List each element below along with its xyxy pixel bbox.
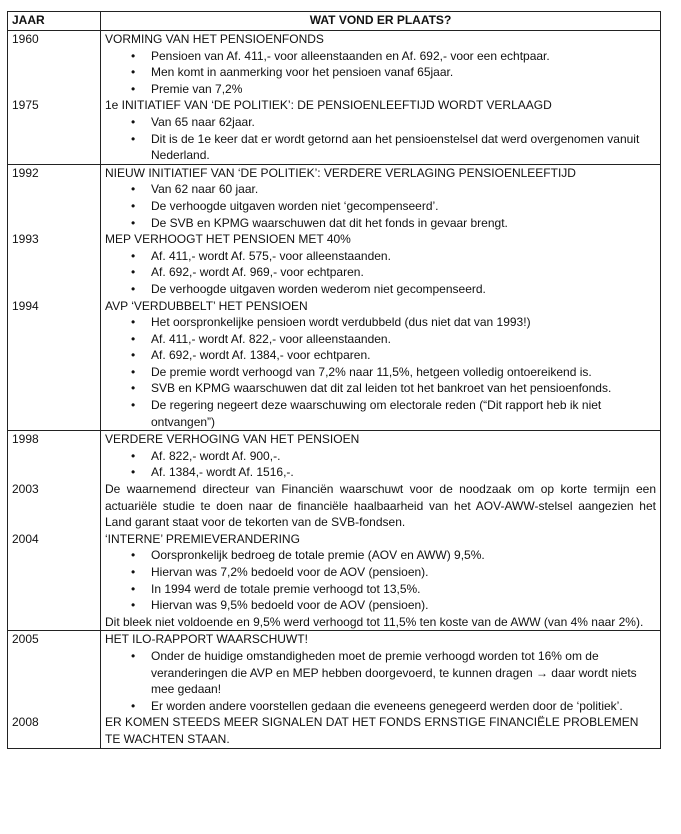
year-label: 2008 (12, 715, 39, 730)
year-cell (8, 164, 101, 431)
bullet-item: • Dit is de 1e keer dat er wordt getornd aan het pensioenstelsel dat werd overgenomen vanuit Nederland. (151, 131, 656, 164)
year-label: 1960 (12, 32, 39, 46)
timeline-document (7, 11, 661, 749)
bullet-list (105, 248, 656, 298)
entry-note: Dit bleek niet voldoende en 9,5% werd verhoogd tot 11,5% ten koste van de AWW (van 4% naar 2%). (105, 614, 644, 629)
bullet-item: • Oorspronkelijk bedroeg de totale premie (AOV en AWW) 9,5%. (151, 547, 656, 564)
bullet-item: • Af. 411,- wordt Af. 822,- voor alleenstaanden. (151, 331, 656, 348)
bullet-item: • Af. 411,- wordt Af. 575,- voor alleenstaanden. (151, 248, 656, 265)
entry-title: ER KOMEN STEEDS MEER SIGNALEN DAT HET FONDS ERNSTIGE FINANCIËLE PROBLEMEN TE WACHTEN STAAN. (105, 715, 639, 746)
year-cell (8, 31, 101, 165)
timeline-entry (105, 631, 656, 714)
bullet-item: • Hiervan was 9,5% bedoeld voor de AOV (pensioen). (151, 597, 656, 614)
bullet-item: • Het oorspronkelijke pensioen wordt verdubbeld (dus niet dat van 1993!) (151, 314, 656, 331)
year-label: 2005 (12, 632, 39, 647)
entry-title: MEP VERHOOGT HET PENSIOEN MET 40% (105, 232, 351, 247)
entry-title: HET ILO-RAPPORT WAARSCHUWT! (105, 632, 308, 647)
bullet-list (105, 48, 656, 98)
year-label: 2004 (12, 531, 39, 546)
bullet-item: • Hiervan was 7,2% bedoeld voor de AOV (pensioen). (151, 564, 656, 581)
timeline-entry (105, 298, 656, 431)
bullet-item: • Onder de huidige omstandigheden moet de premie verhoogd worden tot 16% om de veranderingen die AVP en MEP hebben doorgevoerd, te kunnen dragen → daar wordt niets mee gedaan! (151, 648, 656, 698)
event-cell (101, 431, 661, 631)
header-year: JAAR (8, 12, 101, 31)
year-label: 1993 (12, 232, 39, 247)
bullet-list (105, 181, 656, 231)
bullet-item: • De SVB en KPMG waarschuwen dat dit het fonds in gevaar brengt. (151, 215, 656, 232)
entry-title: ‘INTERNE’ PREMIEVERANDERING (105, 531, 300, 546)
year-label: 1994 (12, 298, 39, 313)
event-cell (101, 164, 661, 431)
timeline-entry (105, 431, 656, 481)
timeline-group (8, 431, 661, 631)
bullet-item: • Van 65 naar 62jaar. (151, 114, 656, 131)
bullet-item: • Premie van 7,2% (151, 81, 656, 98)
bullet-list (105, 114, 656, 164)
bullet-item: • Af. 692,- wordt Af. 969,- voor echtparen. (151, 264, 656, 281)
bullet-item: • SVB en KPMG waarschuwen dat dit zal leiden tot het bankroet van het pensioenfonds. (151, 380, 656, 397)
event-cell (101, 31, 661, 165)
entry-title: NIEUW INITIATIEF VAN ‘DE POLITIEK’: VERDERE VERLAGING PENSIOENLEEFTIJD (105, 165, 576, 180)
bullet-item: • De regering negeert deze waarschuwing om electorale reden (“Dit rapport heb ik niet ontvangen”) (151, 397, 656, 430)
year-cell (8, 431, 101, 631)
bullet-list (105, 448, 656, 481)
year-label: 1975 (12, 98, 39, 113)
timeline-group (8, 631, 661, 748)
bullet-list (105, 314, 656, 430)
entry-title: VORMING VAN HET PENSIOENFONDS (105, 32, 324, 46)
bullet-item: • Van 62 naar 60 jaar. (151, 181, 656, 198)
entry-title: AVP ‘VERDUBBELT’ HET PENSIOEN (105, 298, 308, 313)
bullet-item: • Af. 692,- wordt Af. 1384,- voor echtparen. (151, 347, 656, 364)
timeline-group (8, 31, 661, 165)
entry-title: 1e INITIATIEF VAN ‘DE POLITIEK’: DE PENSIOENLEEFTIJD WORDT VERLAAGD (105, 98, 552, 113)
timeline-group (8, 164, 661, 431)
timeline-entry (105, 165, 656, 231)
bullet-list (105, 648, 656, 714)
year-cell (8, 631, 101, 748)
year-label: 1998 (12, 432, 39, 447)
bullet-item: • Af. 822,- wordt Af. 900,-. (151, 448, 656, 465)
bullet-item: • In 1994 werd de totale premie verhoogd tot 13,5%. (151, 581, 656, 598)
bullet-item: • Er worden andere voorstellen gedaan die eveneens genegeerd werden door de ‘politiek’. (151, 698, 656, 715)
year-label: 2003 (12, 482, 39, 497)
timeline-entry (105, 31, 656, 97)
timeline-entry (105, 714, 656, 747)
bullet-item: • De verhoogde uitgaven worden wederom niet gecompenseerd. (151, 281, 656, 298)
timeline-entry (105, 531, 656, 631)
entry-paragraph: De waarnemend directeur van Financiën waarschuwt voor de noodzaak om op korte termijn een actuariële studie te doen naar de financiële haalbaarheid van het AOV-AWW-stelsel aangezien het Land garant staat voor de tekorten van de SVB-fondsen. (105, 482, 656, 530)
header-row (8, 12, 661, 31)
bullet-item: • De premie wordt verhoogd van 7,2% naar 11,5%, hetgeen volledig ontoereikend is. (151, 364, 656, 381)
year-label: 1992 (12, 165, 39, 180)
event-cell (101, 631, 661, 748)
timeline-entry (105, 481, 656, 531)
timeline-entry (105, 97, 656, 163)
entry-title: VERDERE VERHOGING VAN HET PENSIOEN (105, 432, 360, 447)
bullet-item: • Pensioen van Af. 411,- voor alleenstaanden en Af. 692,- voor een echtpaar. (151, 48, 656, 65)
bullet-item: • Men komt in aanmerking voor het pensioen vanaf 65jaar. (151, 64, 656, 81)
timeline-table (7, 11, 661, 749)
header-event: WAT VOND ER PLAATS? (101, 12, 661, 31)
bullet-item: • De verhoogde uitgaven worden niet ‘gecompenseerd’. (151, 198, 656, 215)
bullet-list (105, 547, 656, 613)
timeline-body (8, 31, 661, 749)
timeline-entry (105, 231, 656, 297)
bullet-item: • Af. 1384,- wordt Af. 1516,-. (151, 464, 656, 481)
